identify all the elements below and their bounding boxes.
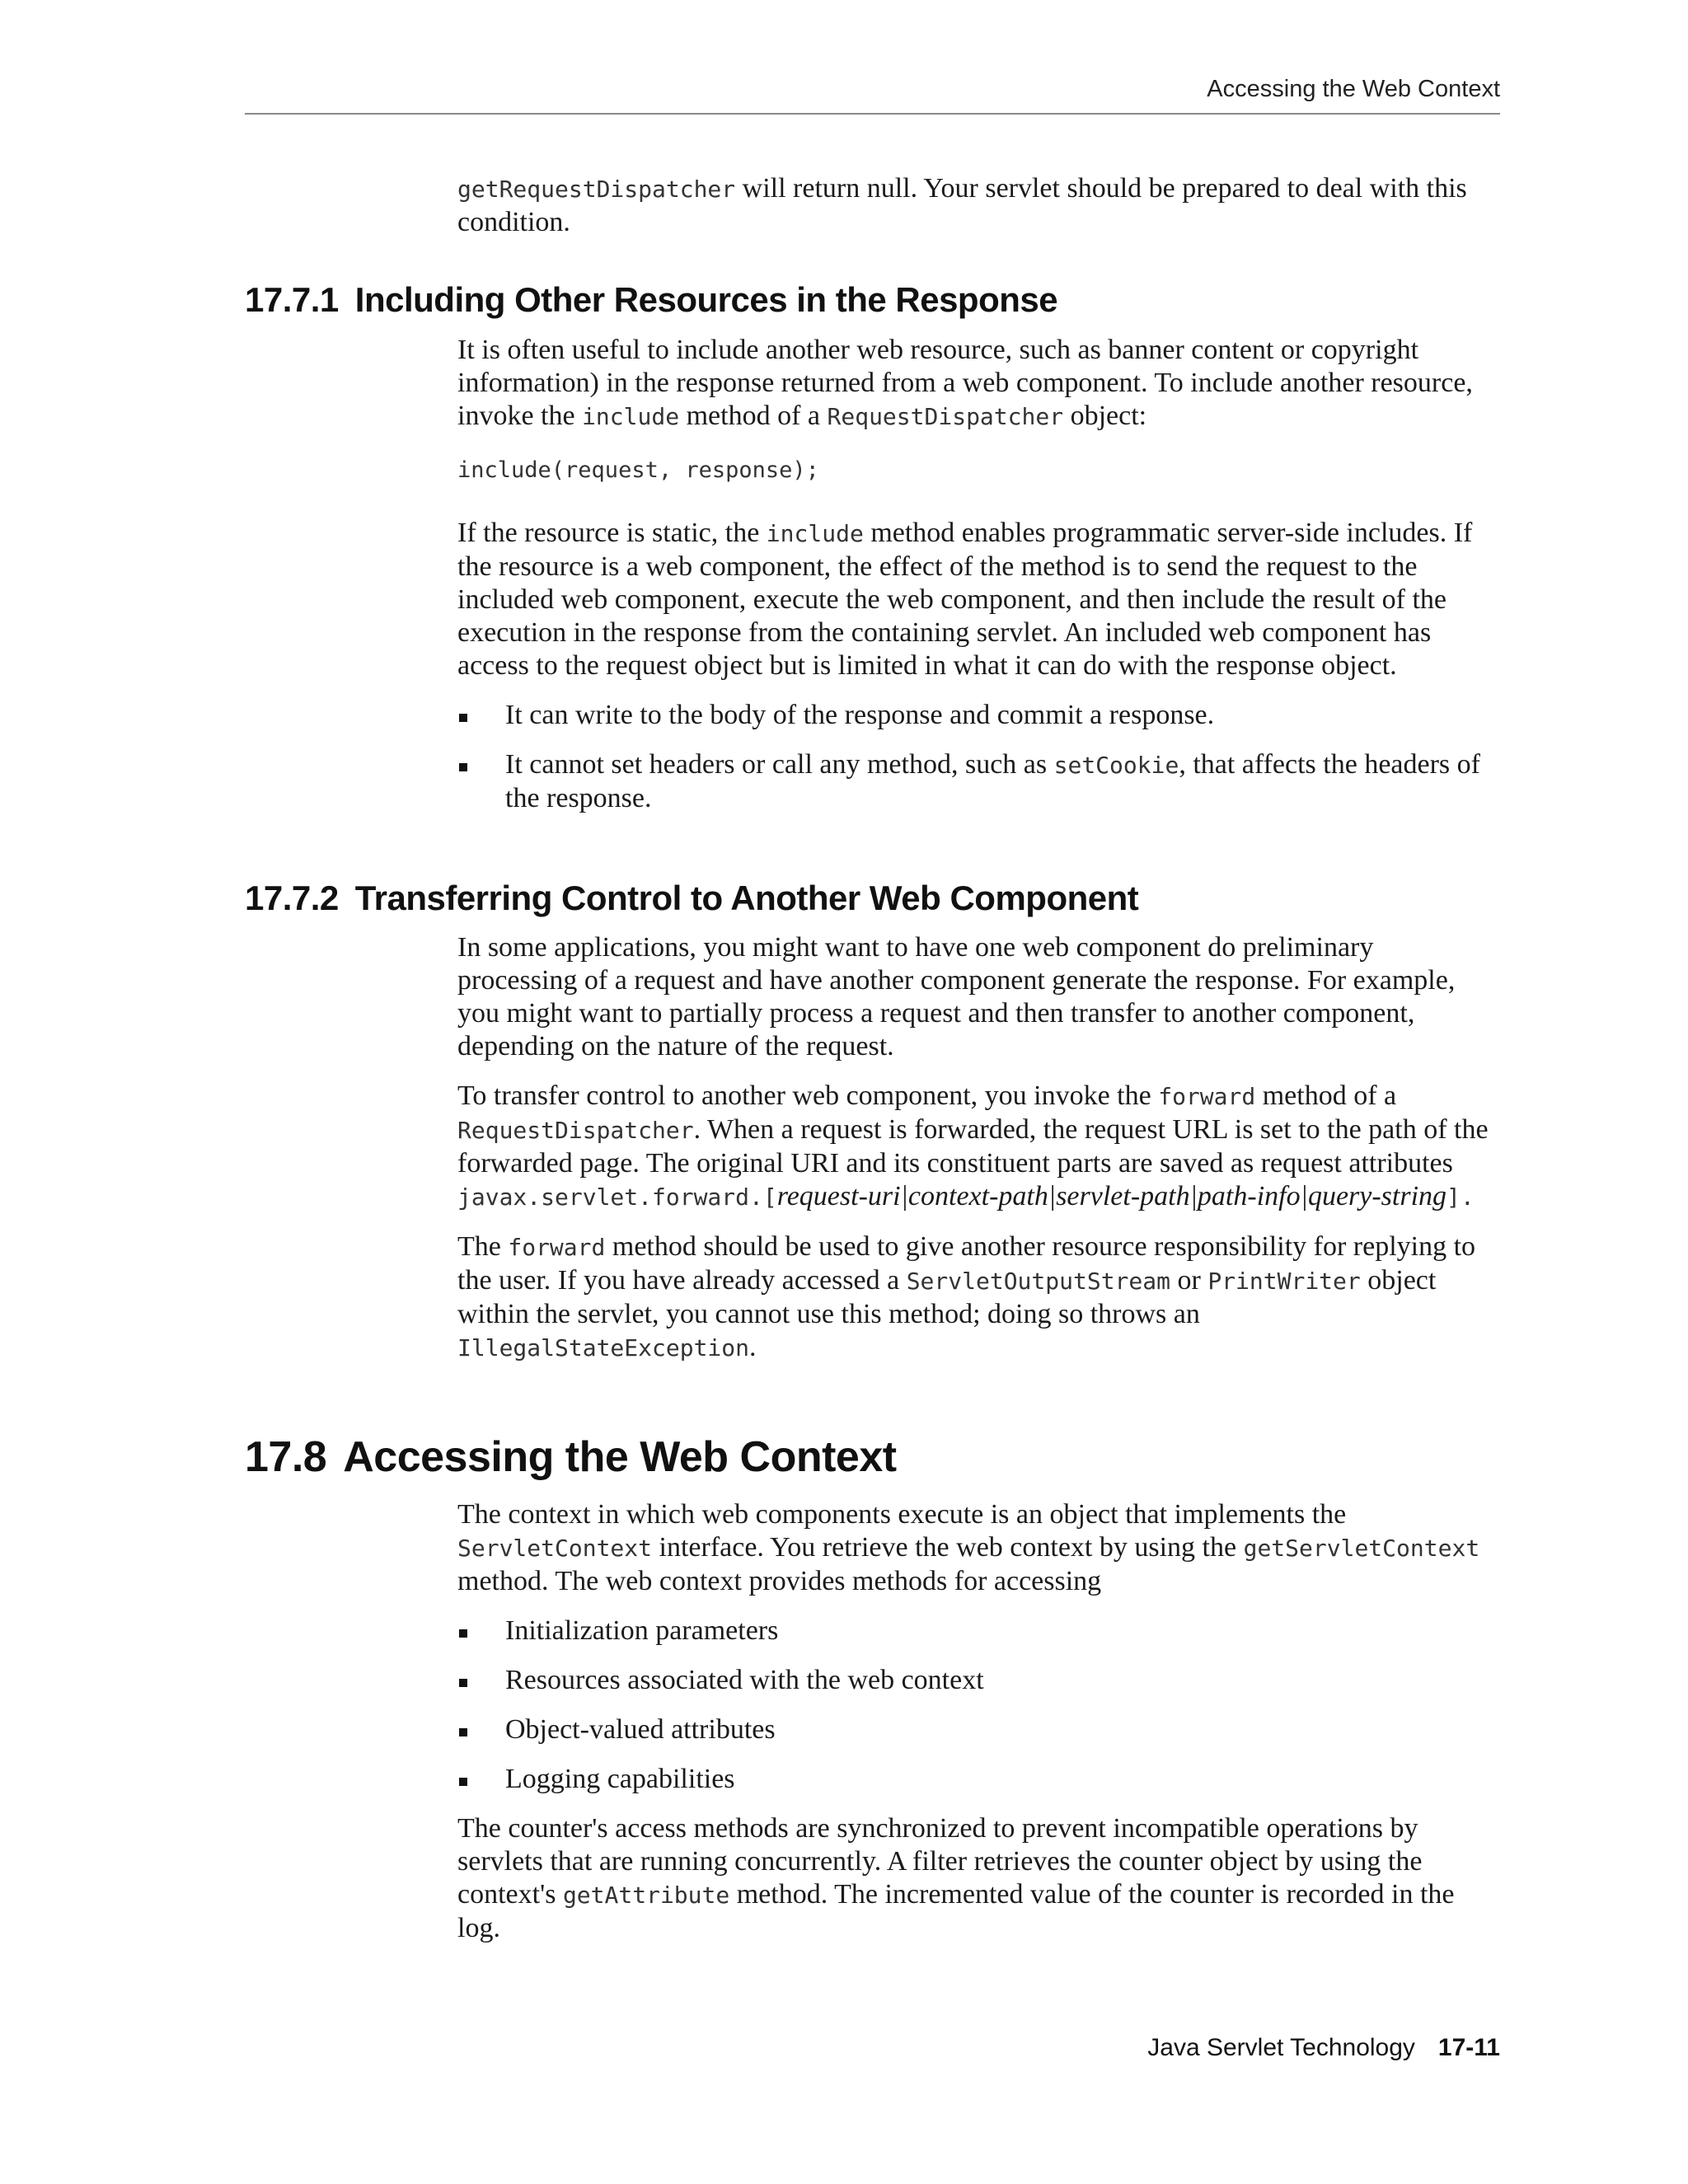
section-title: Transferring Control to Another Web Component (354, 879, 1139, 917)
inline-code: ServletOutputStream (906, 1268, 1170, 1295)
paragraph: The counter's access methods are synchronized to prevent incompatible operations by servlets that are running concurrently. A filter retrieves the counter object by using the context's getAttribute method. The incremented value of the counter is recorded in the log. (457, 1813, 1455, 1943)
header-rule (245, 113, 1500, 115)
section-17-8-body (457, 1498, 1500, 1945)
running-header-title: Accessing the Web Context (1207, 76, 1500, 102)
inline-code: getRequestDispatcher (457, 176, 736, 203)
bullet-icon (459, 763, 467, 771)
bullet-icon (459, 714, 467, 722)
section-17-7-1-body (457, 334, 1500, 815)
bullet-icon (459, 1629, 467, 1638)
section-heading-17-7-1 (245, 280, 1057, 320)
list-item: Initialization parameters (457, 1615, 1500, 1647)
inline-code: ]. (1447, 1183, 1475, 1211)
paragraph: It is often useful to include another web resource, such as banner content or copyright information) in the response returned from a web component. To include another resource, invoke the include method of a RequestDispatcher object: (457, 335, 1473, 431)
paragraph: The context in which web components execute is an object that implements the ServletContext interface. You retrieve the web context by using the getServletContext method. The web context provides methods for accessing (457, 1499, 1480, 1596)
section-number: 17.7.2 (245, 879, 339, 917)
inline-code: forward (1158, 1083, 1256, 1110)
inline-code: setCookie (1053, 752, 1179, 779)
page-number: 17-11 (1437, 2034, 1500, 2061)
section-heading-17-8 (245, 1432, 897, 1482)
inline-code: RequestDispatcher (827, 403, 1064, 430)
paragraph: If the resource is static, the include method enables programmatic server-side includes. If the resource is a web component, the effect of the method is to send the request to the included web component, execute the web component, and then include the result of the execution in the response from the containing servlet. An included web component has access to the request object but is limited in what it can do with the response object. (457, 518, 1473, 681)
list-item: It cannot set headers or call any method, such as setCookie, that affects the headers of the response. (457, 748, 1500, 815)
paragraph: To transfer control to another web component, you invoke the forward method of a RequestDispatcher. When a request is forwarded, the request URL is set to the path of the forwarded page. The original URI and its constituent parts are saved as request attributes javax.servlet.forward.[request-uri|context-path|servlet-path|path-info|query-string]. (457, 1080, 1489, 1212)
bullet-icon (459, 1778, 467, 1786)
italic-placeholder: request-uri|context-path|servlet-path|path-info|query-string (776, 1181, 1447, 1212)
intro-block (457, 172, 1500, 239)
inline-code: forward (508, 1234, 606, 1261)
list-item: It can write to the body of the response and commit a response. (457, 699, 1500, 732)
code-example: include(request, response); (457, 457, 819, 483)
inline-code: include (766, 520, 864, 547)
list-item: Resources associated with the web context (457, 1664, 1500, 1697)
section-title: Accessing the Web Context (343, 1433, 897, 1481)
section-17-7-2-body (457, 931, 1500, 1365)
bullet-icon (459, 1728, 467, 1736)
inline-code: PrintWriter (1207, 1268, 1361, 1295)
paragraph: The forward method should be used to give another resource responsibility for replying to the user. If you have already accessed a ServletOutputStream or PrintWriter object within the servlet, you cannot use this method; doing so throws an IllegalStateException. (457, 1231, 1476, 1362)
section-title: Including Other Resources in the Response (354, 280, 1058, 319)
inline-code: ServletContext (457, 1535, 653, 1562)
inline-code: IllegalStateException (457, 1334, 750, 1361)
intro-paragraph: getRequestDispatcher will return null. Your servlet should be prepared to deal with this condition. (457, 173, 1467, 237)
inline-code: getAttribute (562, 1882, 730, 1909)
inline-code: include (582, 403, 680, 430)
list-item: Object-valued attributes (457, 1713, 1500, 1746)
bullet-icon (459, 1679, 467, 1687)
section-number: 17.7.1 (245, 280, 339, 319)
inline-code: javax.servlet.forward.[ (457, 1183, 777, 1211)
inline-code: RequestDispatcher (457, 1117, 694, 1144)
page-footer (1147, 2034, 1500, 2062)
list-item: Logging capabilities (457, 1763, 1500, 1796)
section-heading-17-7-2 (245, 879, 1138, 918)
section-number: 17.8 (245, 1433, 327, 1481)
paragraph: In some applications, you might want to have one web component do preliminary processing of a request and have another component generate the response. For example, you might want to partially process a request and then transfer to another component, depending on the nature of the request. (457, 932, 1456, 1062)
inline-code: getServletContext (1243, 1535, 1480, 1562)
footer-book-title: Java Servlet Technology (1147, 2034, 1415, 2061)
bullet-list (457, 699, 1500, 815)
bullet-list (457, 1615, 1500, 1796)
